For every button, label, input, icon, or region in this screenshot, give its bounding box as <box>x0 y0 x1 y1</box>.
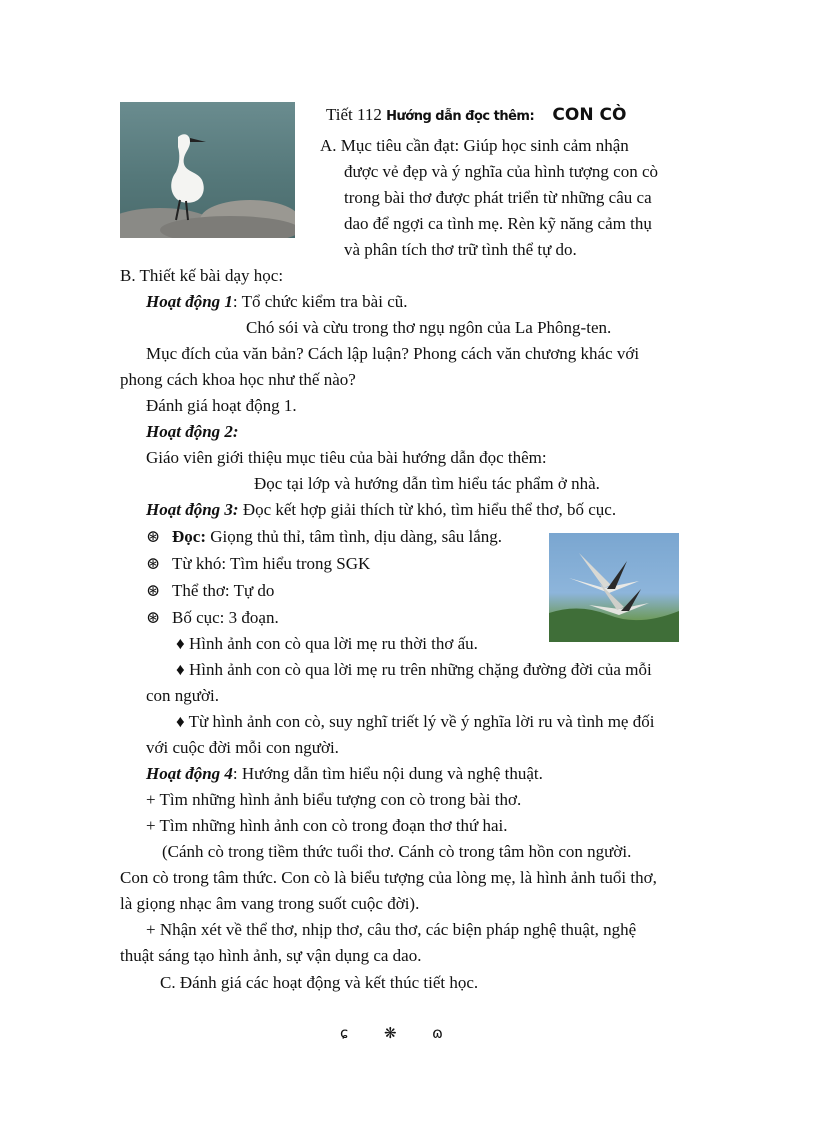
flower-bullet-icon: ⊛ <box>146 581 161 600</box>
lesson-subtitle: Hướng dẫn đọc thêm: <box>386 109 535 124</box>
point-4-line-2: thuật sáng tạo hình ảnh, sự vận dụng ca dao. <box>120 946 422 965</box>
activity-1-label: Hoạt động 1 <box>146 292 233 311</box>
bullet-label: Thể thơ: <box>172 581 230 600</box>
diamond-bullet-icon: ♦ <box>176 712 185 731</box>
flower-bullet-icon: ⊛ <box>146 527 161 546</box>
sub-item-3-cont: với cuộc đời mỗi con người. <box>146 738 339 757</box>
point-3-line-3: là giọng nhạc âm vang trong suốt cuộc đời). <box>120 894 420 913</box>
point-4-line-1: + Nhận xét về thể thơ, nhịp thơ, câu thơ, các biện pháp nghệ thuật, nghệ <box>146 920 637 939</box>
bullet-item <box>146 551 370 577</box>
activity-1-text: : Tổ chức kiểm tra bài cũ. <box>232 292 408 311</box>
footer-ornament-star-icon: ❋ <box>384 1024 397 1042</box>
section-c: C. Đánh giá các hoạt động và kết thúc tiết học. <box>160 973 479 992</box>
activity-4-label: Hoạt động 4 <box>146 764 233 783</box>
activity-4-text: : Hướng dẫn tìm hiểu nội dung và nghệ thuật. <box>232 764 543 783</box>
lesson-header <box>326 102 626 130</box>
sub-item-1 <box>176 631 478 657</box>
flower-bullet-icon: ⊛ <box>146 608 161 627</box>
point-2: + Tìm những hình ảnh con cò trong đoạn thơ thứ hai. <box>146 816 508 835</box>
question-line-1: Mục đích của văn bản? Cách lập luận? Phong cách văn chương khác với <box>146 344 640 363</box>
activity-2-label: Hoạt động 2: <box>146 422 239 441</box>
bullet-text: Tìm hiểu trong SGK <box>226 554 371 573</box>
flower-bullet-icon: ⊛ <box>146 554 161 573</box>
point-1: + Tìm những hình ảnh biểu tượng con cò trong bài thơ. <box>146 790 522 809</box>
bullet-label: Bố cục: <box>172 608 225 627</box>
sub-item-1-text: Hình ảnh con cò qua lời mẹ ru thời thơ ấu. <box>188 634 478 653</box>
lesson-title: CON CÒ <box>552 105 627 125</box>
bullet-label: Đọc: <box>172 527 206 546</box>
section-a-line-5: và phân tích thơ trữ tình thể tự do. <box>344 240 577 259</box>
sub-item-2-cont: con người. <box>146 686 219 705</box>
bullet-text: Giọng thủ thỉ, tâm tình, dịu dàng, sâu lắng. <box>205 527 503 546</box>
activity-3 <box>146 497 616 523</box>
sub-item-2-text: Hình ảnh con cò qua lời mẹ ru trên những chặng đường đời của mỗi <box>188 660 652 679</box>
bullet-item <box>146 524 502 550</box>
diamond-bullet-icon: ♦ <box>176 660 185 679</box>
activity-1-title: Chó sói và cừu trong thơ ngụ ngôn của La Phông-ten. <box>246 318 612 337</box>
bullet-item <box>146 605 279 631</box>
activity-4 <box>146 761 543 787</box>
egret-photo <box>120 102 295 238</box>
section-b-heading: B. Thiết kế bài dạy học: <box>120 266 284 285</box>
sub-item-3-text: Từ hình ảnh con cò, suy nghĩ triết lý về ý nghĩa lời ru và tình mẹ đối <box>188 712 655 731</box>
section-a-line-4: dao để ngợi ca tình mẹ. Rèn kỹ năng cảm thụ <box>344 214 652 233</box>
activity-3-label: Hoạt động 3: <box>146 500 239 519</box>
bullet-item <box>146 578 274 604</box>
sub-item-2 <box>176 657 652 683</box>
point-3-line-1: (Cánh cò trong tiềm thức tuổi thơ. Cánh cò trong tâm hồn con người. <box>162 842 632 861</box>
section-a-line-1: A. Mục tiêu cần đạt: Giúp học sinh cảm nhận <box>320 136 629 155</box>
bullet-text: Tự do <box>229 581 275 600</box>
lesson-number: Tiết 112 <box>326 105 382 124</box>
sub-item-3 <box>176 709 654 735</box>
question-line-2: phong cách khoa học như thế nào? <box>120 370 356 389</box>
cranes-illustration <box>549 533 679 642</box>
footer-ornament-right: ɷ <box>432 1024 443 1042</box>
activity-3-text: Đọc kết hợp giải thích từ khó, tìm hiểu thể thơ, bố cục. <box>238 500 617 519</box>
diamond-bullet-icon: ♦ <box>176 634 185 653</box>
activity-2-text: Giáo viên giới thiệu mục tiêu của bài hướng dẫn đọc thêm: <box>146 448 547 467</box>
footer-ornament-left: ɕ <box>340 1024 349 1042</box>
point-3-line-2: Con cò trong tâm thức. Con cò là biểu tượng của lòng mẹ, là hình ảnh tuổi thơ, <box>120 868 657 887</box>
bullet-text: 3 đoạn. <box>224 608 279 627</box>
activity-1 <box>146 289 408 315</box>
activity-2-read: Đọc tại lớp và hướng dẫn tìm hiểu tác phẩm ở nhà. <box>254 474 600 493</box>
section-a-line-3: trong bài thơ được phát triển từ những câu ca <box>344 188 652 207</box>
egret-illustration <box>120 102 295 238</box>
section-a-line-2: được vẻ đẹp và ý nghĩa của hình tượng con cò <box>344 162 658 181</box>
bullet-label: Từ khó: <box>172 554 227 573</box>
cranes-photo <box>549 533 679 642</box>
evaluation-1: Đánh giá hoạt động 1. <box>146 396 297 415</box>
